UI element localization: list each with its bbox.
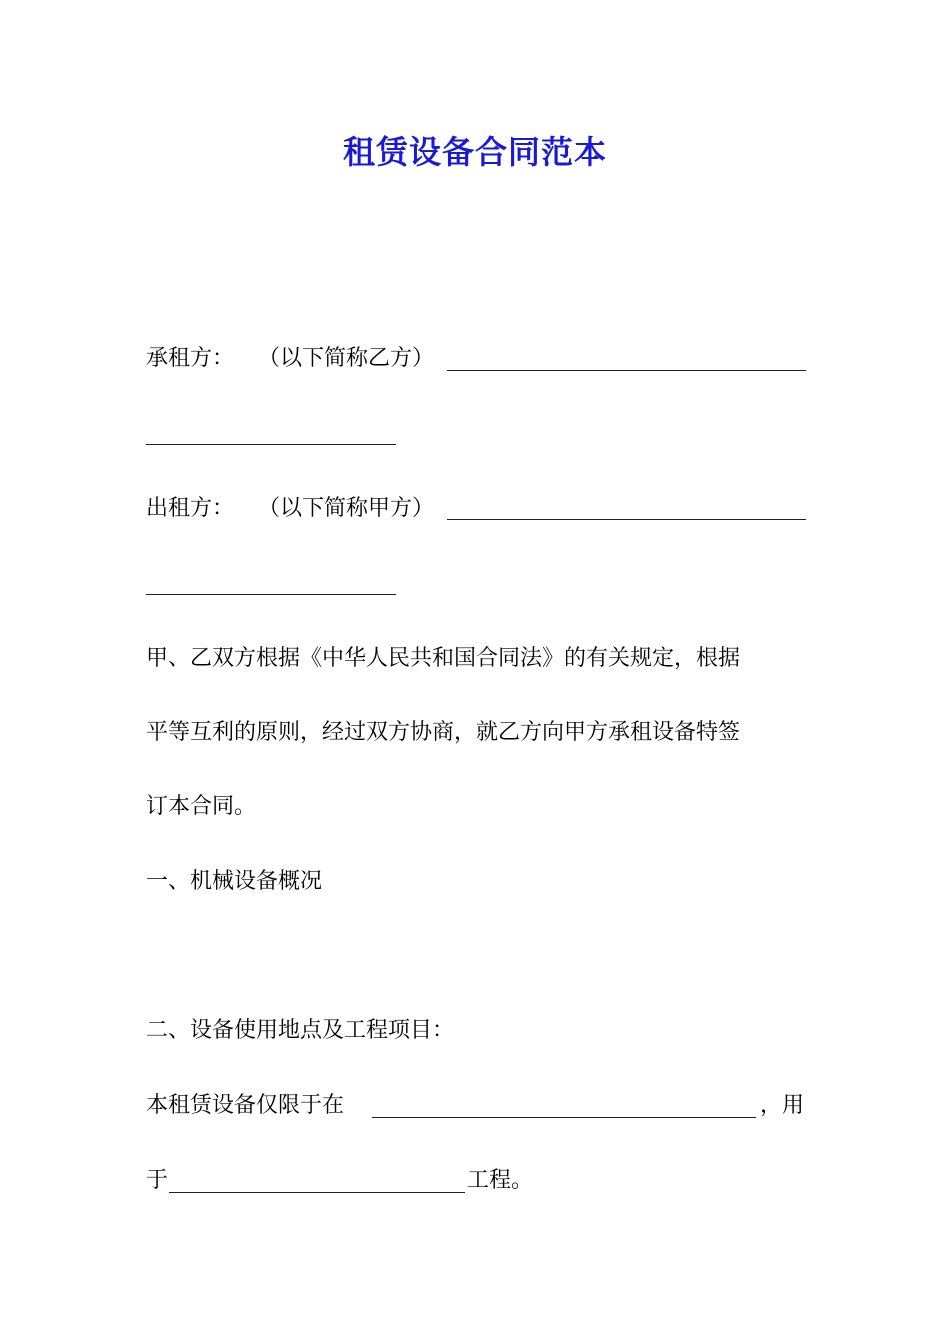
project-suffix: 工程。 [467, 1168, 534, 1193]
preamble-line-3: 订本合同。 [146, 794, 257, 819]
lessee-line [146, 341, 434, 377]
section-1-heading: 一、机械设备概况 [146, 869, 323, 894]
location-suffix: ，用 [760, 1093, 805, 1118]
lessee-label: 承租方： [146, 346, 235, 371]
lessor-note: （以下简称甲方） [258, 496, 435, 521]
section-2-heading: 二、设备使用地点及工程项目： [146, 1018, 455, 1043]
lessor-label: 出租方： [146, 496, 235, 521]
lessor-blank-1[interactable] [447, 519, 806, 520]
location-prefix: 本租赁设备仅限于在 [146, 1093, 345, 1118]
lessor-line [146, 491, 434, 527]
location-blank[interactable] [372, 1117, 756, 1118]
lessor-blank-2[interactable] [146, 594, 396, 595]
preamble-line-2: 平等互利的原则，经过双方协商，就乙方向甲方承租设备特签 [146, 720, 741, 745]
project-prefix: 于 [146, 1168, 169, 1193]
lessee-blank-2[interactable] [146, 444, 396, 445]
document-title: 租赁设备合同范本 [342, 133, 607, 171]
lessee-blank-1[interactable] [447, 370, 806, 371]
lessee-note: （以下简称乙方） [258, 346, 435, 371]
project-blank[interactable] [169, 1192, 465, 1193]
preamble-line-1: 甲、乙双方根据《中华人民共和国合同法》的有关规定，根据 [146, 646, 741, 671]
